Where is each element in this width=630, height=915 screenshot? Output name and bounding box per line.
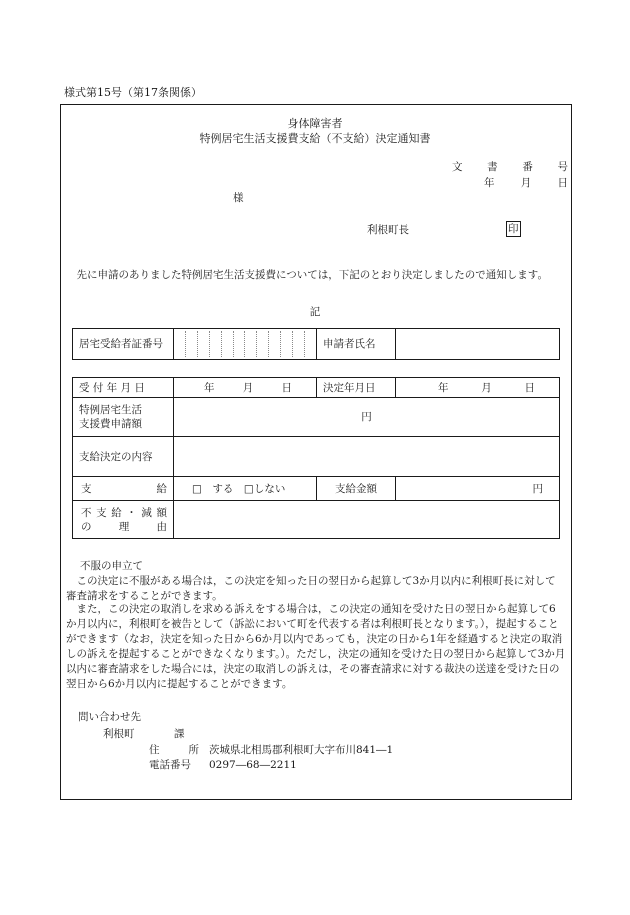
digit-dividers [174, 331, 316, 357]
request-amount-yen: 円 [361, 411, 372, 423]
decision-content-field[interactable] [174, 437, 560, 477]
date-month: 月 [520, 177, 532, 189]
reason-label: 不 支 給 ・ 減 額 の 理 由 [73, 501, 174, 539]
doc-number-char: 文 [452, 161, 463, 173]
appeal-paragraph-2: また，この決定の取消しを求める訴えをする場合は，この決定の通知を受けた日の翌日から起算して6か月以内に，利根町を被告として（訴訟において町を代表する者は利根町長となります。），提起することができます（なお，決定を知った日から6か月以内であっても，決定の日から1年を経過すると決定の取消しの訴えを提起することができなくなります。）。ただし，決定の通知を受けた日の翌日から起算して3か月以内に審査請求をした場合には，決定の取消しの訴えは，その審査請求に対する裁決の送達を受けた日の翌日から6か月以内に提起することができます。 [66, 603, 566, 690]
recipient-suffix: 様 [233, 192, 244, 204]
doc-number-char: 番 [522, 161, 533, 173]
doc-number-char: 書 [487, 161, 498, 173]
contact-department: 課 [174, 728, 185, 740]
decision-date-field[interactable] [396, 378, 560, 398]
request-amount-field[interactable] [174, 398, 560, 437]
payment-option[interactable]: □ する □しない [174, 477, 317, 501]
tel-value: 0297―68―2211 [209, 759, 297, 771]
address-label: 住 所 [149, 744, 199, 756]
received-date-label: 受 付 年 月 日 [73, 378, 174, 398]
received-year: 年 [204, 381, 215, 394]
issuer-name: 利根町長 [367, 224, 409, 236]
appeal-paragraph-1: この決定に不服がある場合は，この決定を知った日の翌日から起算して3か月以内に利根町長に対して審査請求をすることができます。 [66, 575, 556, 602]
decision-table [72, 377, 560, 539]
received-date-field[interactable] [174, 378, 317, 398]
date-year: 年 [484, 177, 495, 189]
decision-day: 日 [524, 381, 535, 394]
document-number-label [452, 162, 568, 173]
decision-content-label: 支給決定の内容 [73, 437, 174, 477]
seal-mark: 印 [508, 223, 519, 235]
address-value: 茨城県北相馬郡利根町大字布川841―1 [209, 744, 394, 756]
decision-year: 年 [438, 381, 449, 394]
date-day: 日 [557, 177, 568, 189]
tel-label: 電話番号 [149, 759, 191, 771]
request-amount-label [73, 398, 174, 437]
cert-number-label: 居宅受給者証番号 [73, 329, 174, 360]
received-month: 月 [242, 381, 254, 394]
doc-number-char: 号 [557, 161, 568, 173]
applicant-name-field[interactable] [396, 329, 560, 360]
request-amount-label-1: 特例居宅生活 [79, 404, 142, 416]
title-line-2: 特例居宅生活支援費支給（不支給）決定通知書 [199, 132, 431, 145]
payment-label: 支 給 [73, 477, 174, 501]
cert-number-boxes[interactable] [174, 329, 317, 360]
certificate-table [72, 328, 560, 360]
decision-date-label: 決定年月日 [317, 378, 396, 398]
payment-amount-field[interactable] [396, 477, 560, 501]
intro-text: 先に申請のありました特例居宅生活支援費については，下記のとおり決定しましたので通知します。 [76, 269, 548, 281]
title-line-1: 身体障害者 [287, 117, 343, 130]
decision-month: 月 [481, 381, 492, 394]
applicant-name-label: 申請者氏名 [317, 329, 396, 360]
form-number: 様式第15号（第17条関係） [64, 86, 202, 99]
ki-heading: 記 [309, 306, 321, 318]
payment-amount-yen: 円 [532, 482, 543, 495]
contact-heading: 問い合わせ先 [78, 711, 141, 723]
appeal-heading: 不服の申立て [80, 560, 143, 572]
payment-amount-label: 支給金額 [317, 477, 396, 501]
contact-town: 利根町 [103, 728, 135, 740]
request-amount-label-2: 支援費申請額 [79, 418, 142, 430]
received-day: 日 [281, 381, 292, 394]
reason-field[interactable] [174, 501, 560, 539]
issue-date-label [484, 178, 568, 189]
